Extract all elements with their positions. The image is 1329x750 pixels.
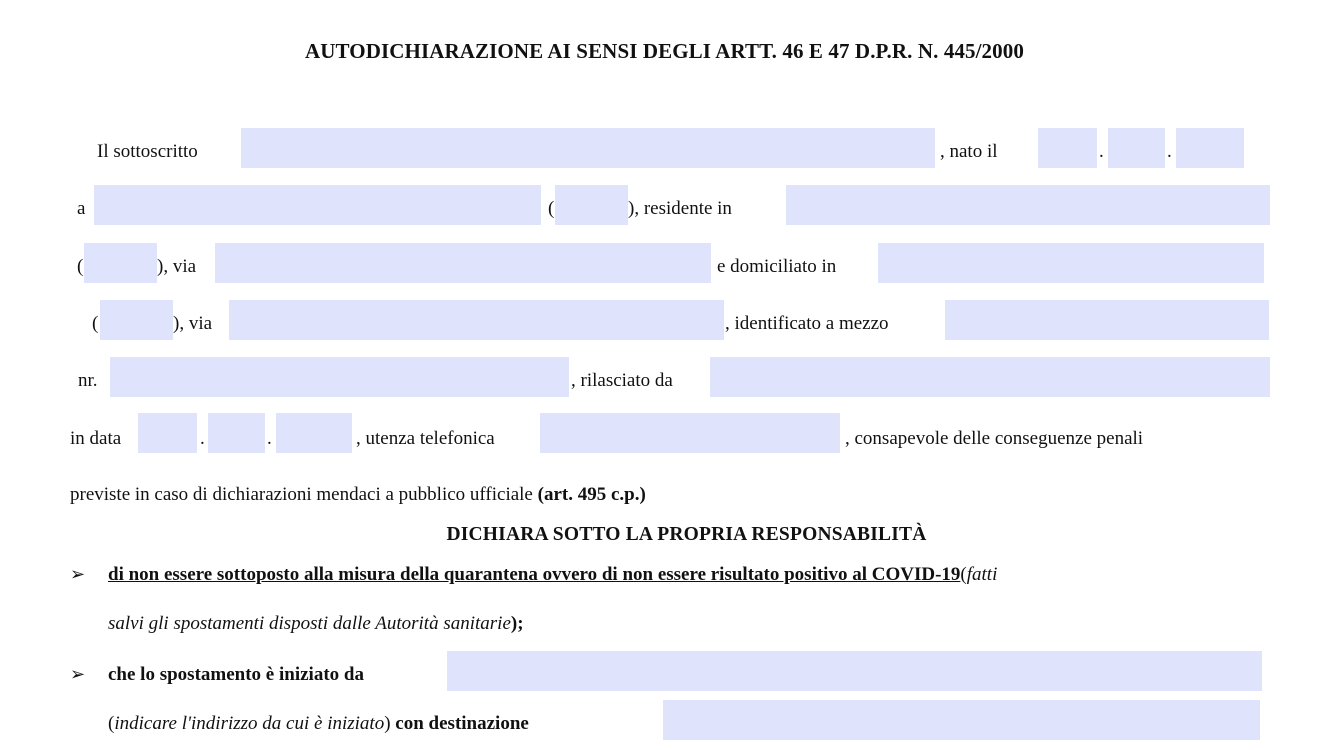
- domicile-street-field[interactable]: [229, 300, 724, 340]
- nato-label: , nato il: [940, 141, 998, 162]
- via-label: ), via: [173, 313, 213, 334]
- issued-by-field[interactable]: [710, 357, 1270, 397]
- residence-province-field[interactable]: [84, 243, 157, 283]
- dot-separator: .: [267, 428, 272, 449]
- bullet-arrow-icon: ➢: [70, 564, 86, 584]
- dot-separator: .: [200, 428, 205, 449]
- previste-text: previste in caso di dichiarazioni mendaci a pubblico ufficiale: [70, 484, 533, 505]
- in-data-label: in data: [70, 428, 122, 449]
- residente-label: ), residente in: [628, 198, 732, 219]
- start-address-field[interactable]: [447, 651, 1262, 691]
- item1-italic-b: salvi gli spostamenti disposti dalle Autorità sanitarie: [108, 613, 511, 634]
- birth-province-field[interactable]: [555, 185, 628, 225]
- dot-separator: .: [1167, 141, 1172, 162]
- item2-note-open: (: [108, 713, 115, 734]
- birth-year-field[interactable]: [1176, 128, 1244, 168]
- declaration-item-1: [108, 565, 997, 584]
- paren-open: (: [77, 256, 84, 277]
- article-reference: (art. 495 c.p.): [537, 484, 646, 505]
- domicile-province-field[interactable]: [100, 300, 173, 340]
- a-label: a: [77, 198, 86, 219]
- paren-open: (: [92, 313, 99, 334]
- identificato-label: , identificato a mezzo: [725, 313, 889, 334]
- issue-year-field[interactable]: [276, 413, 352, 453]
- issue-day-field[interactable]: [138, 413, 197, 453]
- domiciliato-label: e domiciliato in: [717, 256, 837, 277]
- via-label: ), via: [157, 256, 197, 277]
- birth-month-field[interactable]: [1108, 128, 1165, 168]
- sottoscritto-label: Il sottoscritto: [97, 141, 198, 162]
- item2-destination-label: con destinazione: [395, 713, 529, 734]
- birthplace-field[interactable]: [94, 185, 541, 225]
- item1-italic-a: fatti: [966, 564, 998, 585]
- bullet-arrow-icon: ➢: [70, 664, 86, 684]
- utenza-label: , utenza telefonica: [356, 428, 495, 449]
- residence-city-field[interactable]: [786, 185, 1270, 225]
- item1-paren: (: [960, 564, 967, 585]
- declaration-heading: DICHIARA SOTTO LA PROPRIA RESPONSABILITÀ: [446, 524, 927, 545]
- page-title: AUTODICHIARAZIONE AI SENSI DEGLI ARTT. 46 E 47 D.P.R. N. 445/2000: [305, 39, 1024, 63]
- item1-bold-text: di non essere sottoposto alla misura della quarantena ovvero di non essere risultato positivo al COVID-19: [108, 564, 961, 585]
- rilasciato-label: , rilasciato da: [571, 370, 673, 391]
- issue-month-field[interactable]: [208, 413, 265, 453]
- declaration-item-1-cont: [108, 614, 524, 633]
- item2-bold-text: che lo spostamento è iniziato da: [108, 664, 364, 685]
- item2-note-italic: indicare l'indirizzo da cui è iniziato: [114, 713, 385, 734]
- domicile-city-field[interactable]: [878, 243, 1264, 283]
- item1-close: );: [510, 613, 524, 634]
- previste-line: [70, 485, 646, 504]
- item2-note: [108, 714, 529, 733]
- dot-separator: .: [1099, 141, 1104, 162]
- nr-label: nr.: [78, 370, 98, 391]
- document-number-field[interactable]: [110, 357, 569, 397]
- destination-field[interactable]: [663, 700, 1260, 740]
- item2-note-close: ): [384, 713, 391, 734]
- residence-street-field[interactable]: [215, 243, 711, 283]
- document-type-field[interactable]: [945, 300, 1269, 340]
- birth-day-field[interactable]: [1038, 128, 1097, 168]
- sottoscritto-field[interactable]: [241, 128, 935, 168]
- paren-open: (: [548, 198, 555, 219]
- phone-field[interactable]: [540, 413, 840, 453]
- consapevole-label: , consapevole delle conseguenze penali: [845, 428, 1144, 449]
